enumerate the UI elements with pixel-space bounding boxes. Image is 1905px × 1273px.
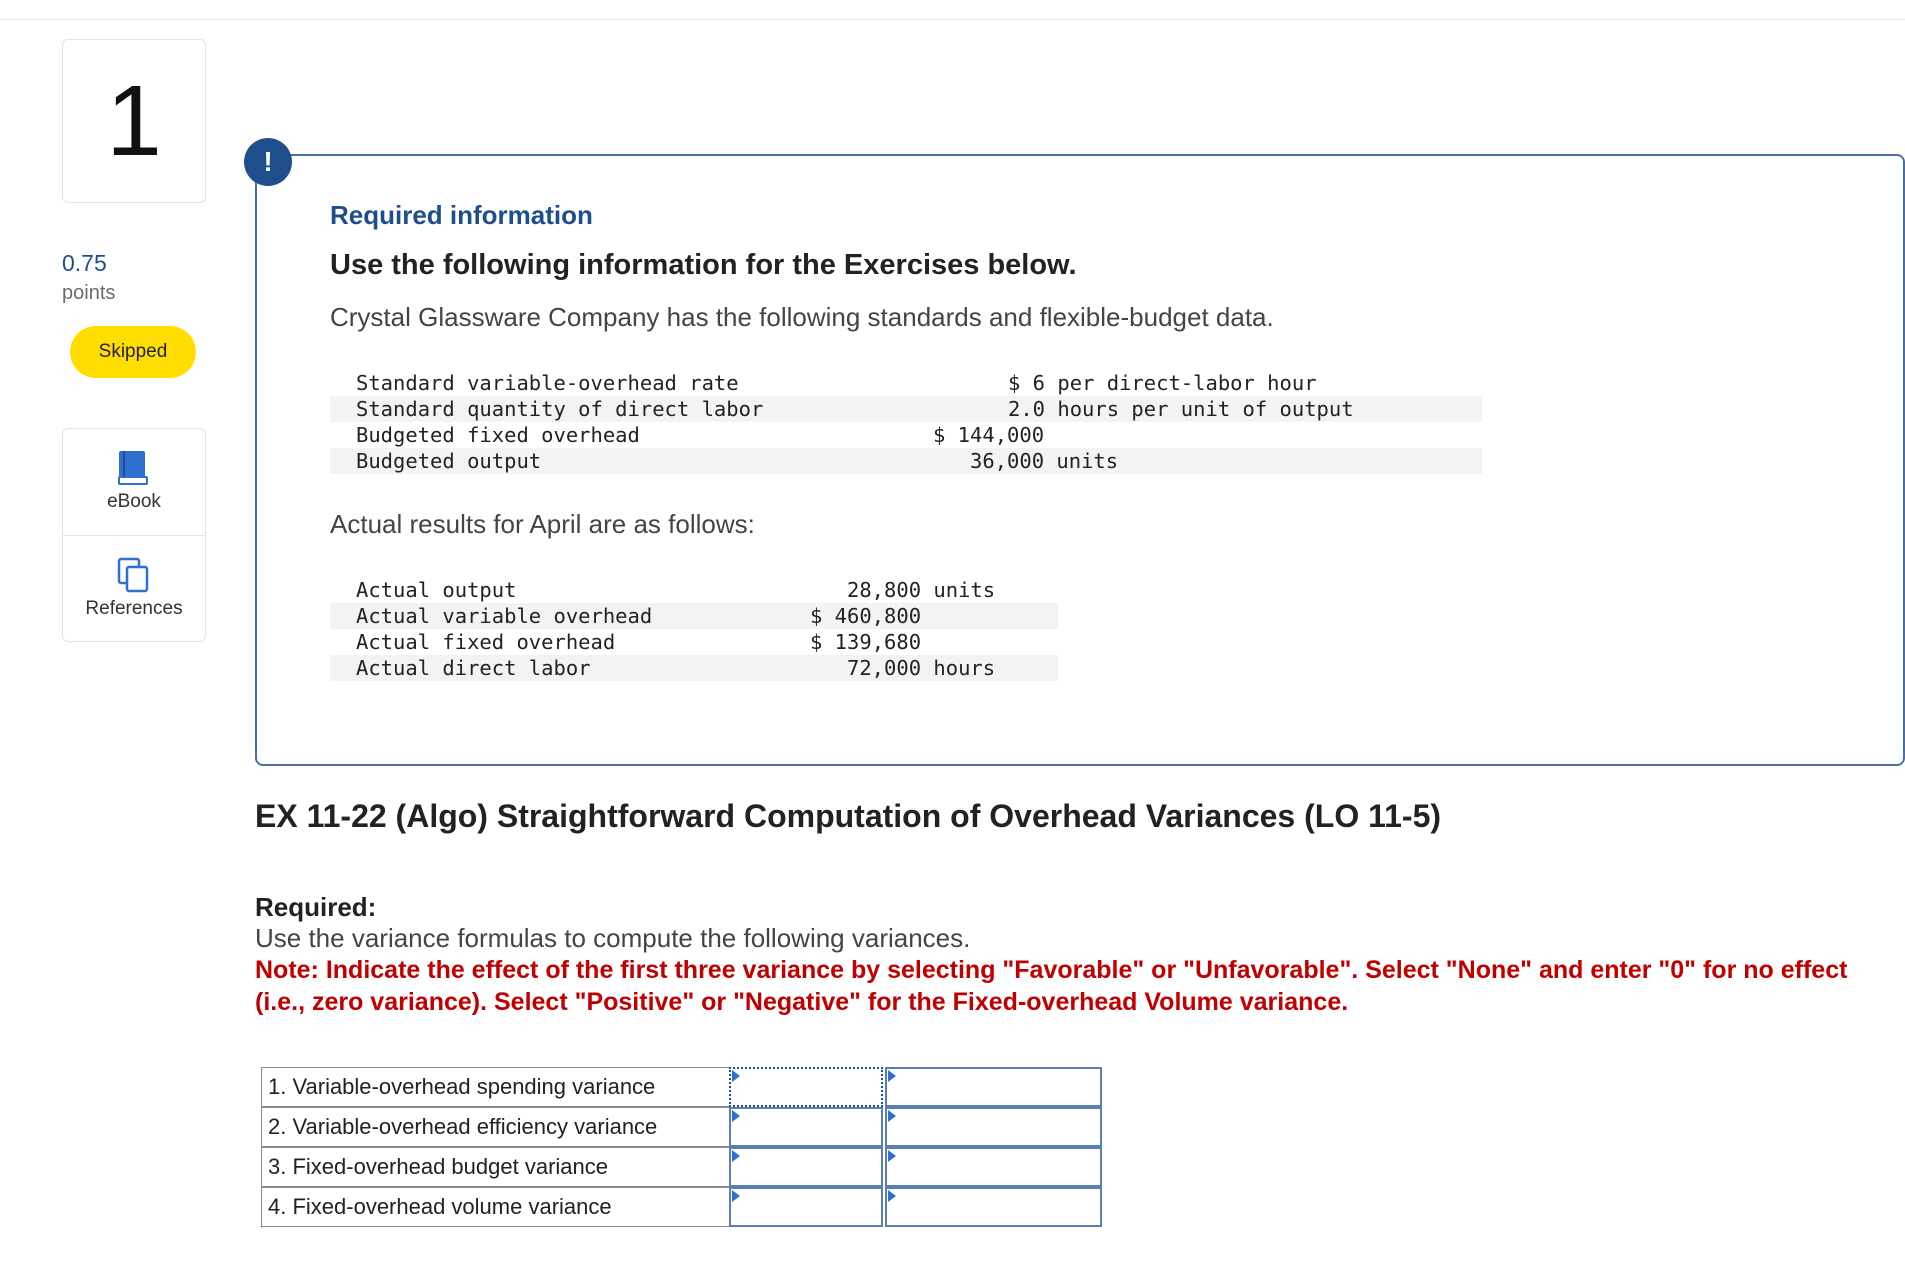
status-badge: Skipped (70, 326, 196, 378)
actuals-label: Actual output (356, 578, 517, 602)
points-label: points (62, 282, 116, 304)
dropdown-marker-icon (888, 1070, 896, 1082)
points-value: 0.75 (62, 250, 107, 276)
variance-label: 1. Variable-overhead spending variance (261, 1067, 735, 1107)
dropdown-marker-icon (732, 1110, 740, 1122)
exercise-title: EX 11-22 (Algo) Straightforward Computation of Overhead Variances (LO 11-5) (255, 798, 1442, 834)
variance-label: 3. Fixed-overhead budget variance (261, 1147, 735, 1187)
required-text: Use the variance formulas to compute the following variances. (255, 923, 971, 953)
effect-select-3[interactable] (885, 1147, 1102, 1187)
standards-row (330, 422, 1482, 448)
instruction-note: Note: Indicate the effect of the first three variance by selecting "Favorable" or "Unfavorable". Select "None" and enter "0" for no effect (i.e., zero variance). Select "Positive" or "Negative" for the Fixed-overhead Volume variance. (255, 956, 1848, 1016)
references-button[interactable] (63, 536, 205, 642)
standards-value: 2.0 hours per unit of output (1008, 397, 1354, 421)
standards-row (330, 370, 1482, 396)
standards-row (330, 396, 1482, 422)
standards-value: 36,000 units (970, 449, 1119, 473)
top-divider (0, 19, 1905, 20)
standards-row (330, 448, 1482, 474)
ebook-button[interactable] (63, 429, 205, 536)
actuals-row (330, 603, 1058, 629)
standards-label: Budgeted fixed overhead (356, 423, 640, 447)
actuals-row (330, 629, 1058, 655)
standards-label: Budgeted output (356, 449, 542, 473)
amount-input-3[interactable] (729, 1147, 883, 1187)
actuals-value: 72,000 hours (847, 656, 996, 680)
info-subheading: Use the following information for the Exercises below. (330, 249, 1077, 281)
info-description: Crystal Glassware Company has the following standards and flexible-budget data. (330, 302, 1274, 332)
dropdown-marker-icon (888, 1110, 896, 1122)
tools-panel (62, 428, 206, 642)
ebook-label: eBook (107, 491, 161, 512)
actuals-value: $ 139,680 (810, 630, 922, 654)
standards-label: Standard quantity of direct labor (356, 397, 764, 421)
actuals-row (330, 655, 1058, 681)
required-information-heading: Required information (330, 200, 593, 230)
actuals-label: Actual fixed overhead (356, 630, 616, 654)
dropdown-marker-icon (732, 1070, 740, 1082)
copy-icon (115, 556, 151, 594)
question-number: 1 (62, 39, 206, 203)
actuals-label: Actual variable overhead (356, 604, 653, 628)
dropdown-marker-icon (732, 1150, 740, 1162)
references-label: References (85, 598, 183, 619)
effect-select-2[interactable] (885, 1107, 1102, 1147)
standards-value: $ 144,000 (933, 423, 1045, 447)
amount-input-1[interactable] (729, 1067, 883, 1107)
dropdown-marker-icon (732, 1190, 740, 1202)
standards-value: $ 6 per direct-labor hour (1008, 371, 1317, 395)
amount-input-4[interactable] (729, 1187, 883, 1227)
standards-table (330, 370, 1354, 490)
variance-label: 2. Variable-overhead efficiency variance (261, 1107, 735, 1147)
actuals-row (330, 577, 1058, 603)
effect-select-4[interactable] (885, 1187, 1102, 1227)
alert-icon: ! (244, 138, 292, 186)
actuals-value: 28,800 units (847, 578, 996, 602)
actual-results-intro: Actual results for April are as follows: (330, 509, 755, 539)
effect-select-1[interactable] (885, 1067, 1102, 1107)
variance-label: 4. Fixed-overhead volume variance (261, 1187, 735, 1227)
dropdown-marker-icon (888, 1190, 896, 1202)
book-icon (115, 449, 151, 487)
amount-input-2[interactable] (729, 1107, 883, 1147)
dropdown-marker-icon (888, 1150, 896, 1162)
required-heading: Required: (255, 892, 377, 922)
actuals-table (330, 577, 996, 697)
actuals-label: Actual direct labor (356, 656, 591, 680)
actuals-value: $ 460,800 (810, 604, 922, 628)
standards-label: Standard variable-overhead rate (356, 371, 739, 395)
